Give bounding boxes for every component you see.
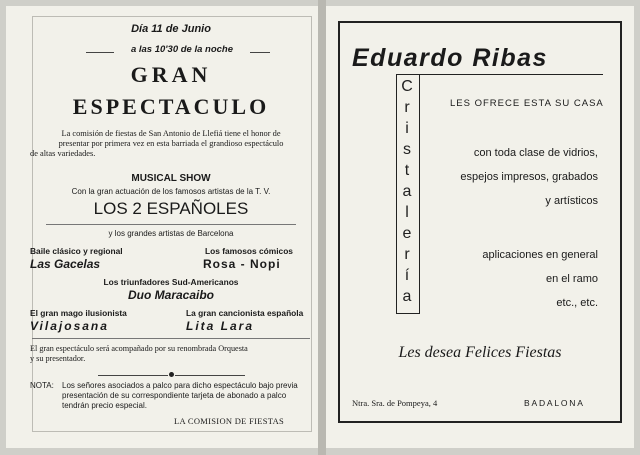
cristaleria-letter: í (404, 267, 410, 284)
triunfadores-name: Duo Maracaibo (127, 288, 214, 302)
intro-line-2: presentar por primera vez en esta barriada el grandioso espectáculo (58, 139, 284, 148)
artistas-text: y los grandes artistas de Barcelona (108, 229, 234, 238)
nota-label: NOTA: (30, 381, 54, 390)
actuacion-text: Con la gran actuación de los famosos artistas de la T. V. (71, 187, 271, 196)
aplicaciones-line-3: etc., etc. (556, 297, 598, 309)
vidrios-line-1: con toda clase de vidrios, (473, 147, 598, 159)
right-page (326, 6, 634, 448)
comicos-label: Los famosos cómicos (205, 246, 293, 256)
mago-label: El gran mago ilusionista (30, 308, 127, 318)
ornament-rule-left (98, 375, 168, 376)
event-time: a las 10'30 de la noche (130, 44, 234, 55)
cancionista-name: Lita Lara (186, 319, 255, 333)
cristaleria-letter: C (401, 78, 413, 95)
aplicaciones-line-2: en el ramo (546, 273, 598, 285)
triunfadores-label: Los triunfadores Sud-Americanos (103, 277, 239, 287)
baile-label: Baile clásico y regional (30, 246, 123, 256)
book-spine (318, 0, 326, 455)
ornament-rule-right (175, 375, 245, 376)
vidrios-line-3: y artísticos (545, 195, 598, 207)
intro-line-1: La comisión de fiestas de San Antonio de Llefiá tiene el honor de (61, 129, 281, 138)
cristaleria-letter: r (404, 246, 410, 263)
time-rule-right (250, 52, 270, 53)
comicos-name: Rosa - Nopi (203, 257, 281, 271)
left-page (6, 6, 318, 448)
nota-line-1: Los señores asociados a palco para dicho espectáculo bajo previa (62, 381, 298, 390)
signature-comision: LA COMISION DE FIESTAS (174, 416, 285, 426)
nota-line-3: tendrán precio especial. (62, 401, 147, 410)
baile-name: Las Gacelas (30, 257, 101, 271)
time-rule-left (86, 52, 114, 53)
advert-top-rule (396, 74, 603, 75)
musical-show: MUSICAL SHOW (131, 173, 211, 184)
mago-name: Vilajosana (30, 319, 109, 333)
cristaleria-letter: l (405, 204, 409, 221)
advert-frame (338, 21, 622, 423)
nota-line-2: presentación de su correspondiente tarjeta de abonado a palco (62, 391, 287, 400)
city: BADALONA (524, 398, 585, 408)
headline-los-2-espanoles: LOS 2 ESPAÑOLES (93, 199, 249, 218)
cristaleria-letter: a (402, 288, 412, 305)
title-gran: GRAN (130, 62, 212, 87)
felices-fiestas: Les desea Felices Fiestas (398, 344, 562, 361)
divider-2 (32, 338, 310, 339)
divider-1 (46, 224, 296, 225)
title-espectaculo: ESPECTACULO (72, 94, 270, 119)
cristaleria-letter: r (404, 99, 410, 116)
orquesta-line-2: y su presentador. (30, 354, 86, 363)
orquesta-line-1: El gran espectáculo será acompañado por su renombrada Orquesta (30, 344, 248, 353)
vidrios-line-2: espejos impresos, grabados (460, 171, 598, 183)
cristaleria-letter: t (404, 162, 410, 179)
cristaleria-letter: a (402, 183, 412, 200)
address: Ntra. Sra. de Pompeya, 4 (352, 398, 438, 408)
aplicaciones-line-1: aplicaciones en general (482, 249, 598, 261)
cristaleria-letter: s (403, 141, 411, 158)
event-date: Día 11 de Junio (131, 23, 211, 35)
cristaleria-letter: i (405, 120, 409, 137)
ornament-dot (169, 372, 174, 377)
ofrece-text: LES OFRECE ESTA SU CASA (450, 98, 604, 109)
advertiser-name: Eduardo Ribas (352, 44, 548, 72)
intro-line-3: de altas variedades. (30, 149, 96, 158)
cancionista-label: La gran cancionista española (186, 308, 304, 318)
cristaleria-letter: e (402, 225, 412, 242)
